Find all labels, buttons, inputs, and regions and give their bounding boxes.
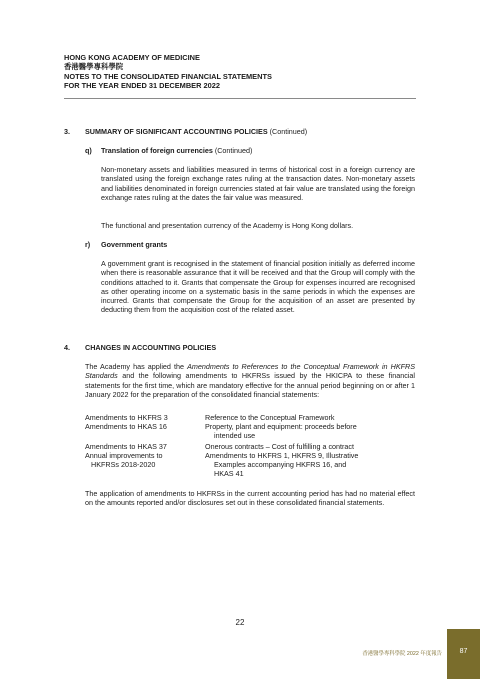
section-4-intro-part-b: and the following amendments to HKFRSs issued by the HKICPA to these financial statements for the first time, which are mandatory effective for the annual period beginning on or after 1 January 2022 for the preparation of the consolidated financial statements:	[85, 371, 415, 399]
section-4-title: CHANGES IN ACCOUNTING POLICIES	[85, 343, 217, 352]
subsection-q-paragraph-2: The functional and presentation currency of the Academy is Hong Kong dollars.	[101, 221, 354, 230]
section-4-intro-part-a: The Academy has applied the	[85, 362, 188, 371]
subsection-r-title: Government grants	[101, 240, 168, 249]
header-period: FOR THE YEAR ENDED 31 DECEMBER 2022	[64, 80, 220, 90]
footer-page-number: 87	[459, 648, 468, 655]
amendment-row-1-name: Amendments to HKFRS 3	[85, 413, 168, 422]
amendment-row-2-description: Property, plant and equipment: proceeds before	[205, 422, 357, 431]
section-3-title: SUMMARY OF SIGNIFICANT ACCOUNTING POLICIES	[85, 127, 268, 136]
amendment-row-4-description-cont: Examples accompanying HKFRS 16, and	[214, 460, 347, 469]
subsection-r-label: r)	[85, 240, 91, 249]
page-number: 22	[235, 618, 245, 627]
subsection-q-title-suffix: (Continued)	[212, 146, 253, 155]
amendment-row-2-name: Amendments to HKAS 16	[85, 422, 167, 431]
amendment-row-3-description: Onerous contracts – Cost of fulfilling a contract	[205, 442, 355, 451]
section-4-intro-italic: Amendments to References to the Conceptual Framework in HKFRS Standards	[85, 362, 415, 381]
section-3-title-suffix: (Continued)	[267, 127, 308, 136]
amendment-row-2-description-cont: intended use	[214, 431, 256, 440]
document-header	[64, 53, 272, 90]
section-4-intro	[85, 362, 415, 399]
amendment-row-3-name: Amendments to HKAS 37	[85, 442, 167, 451]
amendment-row-1-description: Reference to the Conceptual Framework	[205, 413, 335, 422]
subsection-q-paragraph-1: Non-monetary assets and liabilities measured in terms of historical cost in a foreign currency are translated using the foreign exchange rates ruling at the transaction dates. Non-monetary assets and liabilities denominated in foreign currencies stated at fair value are translated using the foreign exchange rates ruling at the dates the fair value was measured.	[101, 165, 415, 202]
footer-page-tab	[447, 629, 480, 679]
footer-report-title: 香港醫學專科學院 2022 年度報告	[362, 651, 442, 657]
header-org-name: HONG KONG ACADEMY OF MEDICINE	[64, 53, 200, 62]
section-4-closing-paragraph: The application of amendments to HKFRSs in the current accounting period has had no material effect on the amounts reported and/or disclosures set out in these consolidated financial statements.	[85, 489, 415, 508]
section-3-number: 3.	[64, 127, 70, 136]
header-divider	[64, 98, 416, 99]
subsection-q-title: Translation of foreign currencies	[101, 146, 213, 155]
amendment-row-4-name: Annual improvements to	[85, 451, 163, 460]
subsection-q-label: q)	[85, 146, 92, 155]
subsection-r-paragraph-1: A government grant is recognised in the statement of financial position initially as deferred income when there is reasonable assurance that it will be received and that the Group will comply with the conditions attached to it. Grants that compensate the Group for expenses incurred are recognised as other operating income on a systematic basis in the same periods in which the expenses are incurred. Grants that compensate the Group for the acquisition of an asset are presented by deducting them from the acquisition cost of the related asset.	[101, 259, 415, 315]
header-notes-title: NOTES TO THE CONSOLIDATED FINANCIAL STATEMENTS	[64, 71, 272, 81]
amendment-row-4-description-cont-2: HKAS 41	[214, 469, 244, 478]
subsection-q-heading	[101, 146, 252, 155]
amendment-row-4-description: Amendments to HKFRS 1, HKFRS 9, Illustrative	[205, 451, 359, 460]
amendment-row-4-name-cont: HKFRSs 2018-2020	[91, 460, 156, 469]
header-org-name-chinese: 香港醫學專科學院	[64, 62, 124, 72]
section-4-number: 4.	[64, 343, 70, 352]
section-3-heading	[85, 127, 307, 136]
